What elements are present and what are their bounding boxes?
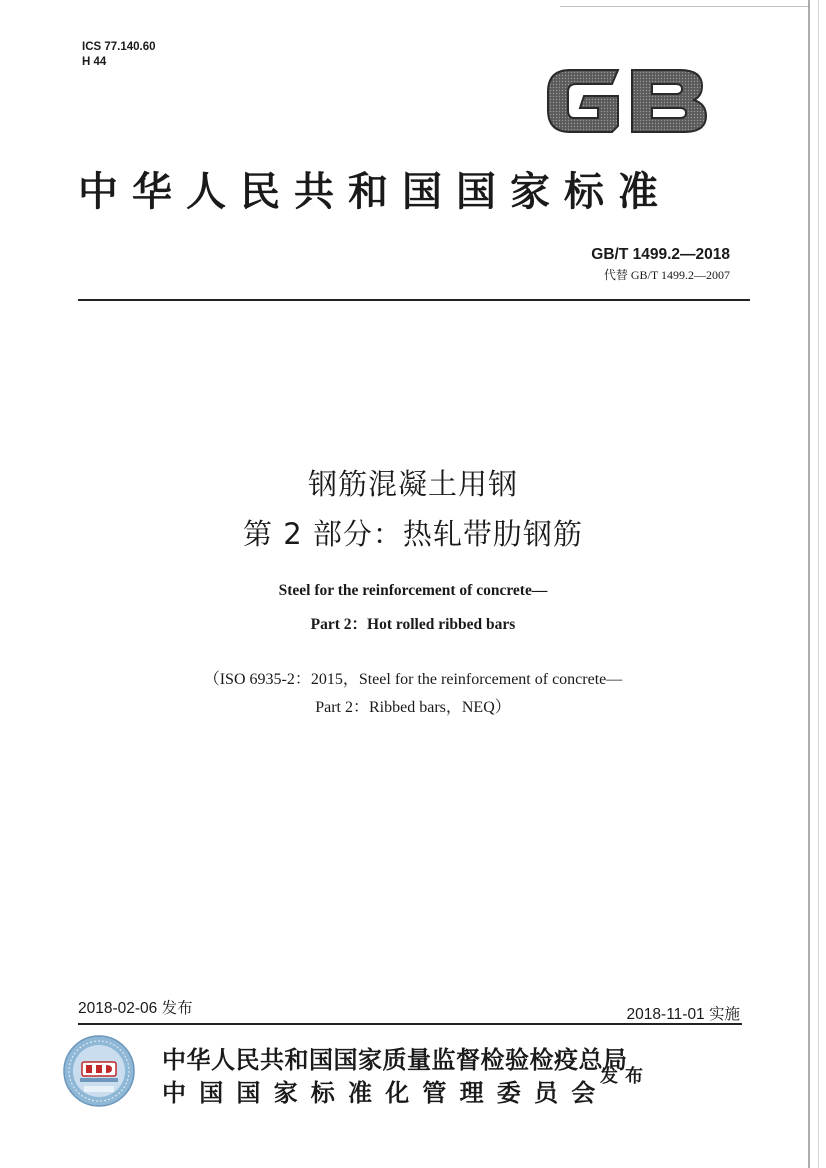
footer-divider	[78, 1023, 742, 1025]
ccs-code: H 44	[82, 56, 107, 68]
issuer-line1: 中华人民共和国国家质量监督检验检疫总局	[162, 1045, 628, 1074]
classification-codes	[82, 40, 156, 70]
title-chinese-line1: 钢筋混凝土用钢	[307, 467, 518, 501]
national-standard-title: 中华人民共和国国家标准	[78, 168, 672, 215]
iso-reference-line2: Part 2：Ribbed bars，NEQ）	[315, 699, 511, 716]
scan-edge-line	[560, 6, 810, 7]
ics-code: ICS 77.140.60	[82, 41, 156, 53]
title-chinese-line2: 第 2 部分：热轧带肋钢筋	[243, 517, 583, 551]
header-divider	[78, 299, 750, 301]
publication-date: 2018-02-06 发布	[78, 1000, 193, 1017]
title-english-line1: Steel for the reinforcement of concrete—	[278, 582, 548, 599]
standard-number: GB/T 1499.2—2018	[591, 246, 730, 263]
issue-label: 发布	[600, 1066, 650, 1087]
replaces-standard: 代替 GB/T 1499.2—2007	[603, 268, 730, 282]
iso-reference-line1: （ISO 6935-2：2015，Steel for the reinforcement of concrete—	[203, 671, 623, 688]
issuer-line2: 中国国家标准化管理委员会	[162, 1078, 609, 1107]
implementation-date: 2018-11-01 实施	[626, 1006, 740, 1023]
title-english-line2: Part 2：Hot rolled ribbed bars	[310, 616, 516, 633]
anti-counterfeit-seal-icon	[62, 1034, 136, 1108]
gb-logo	[540, 56, 715, 144]
